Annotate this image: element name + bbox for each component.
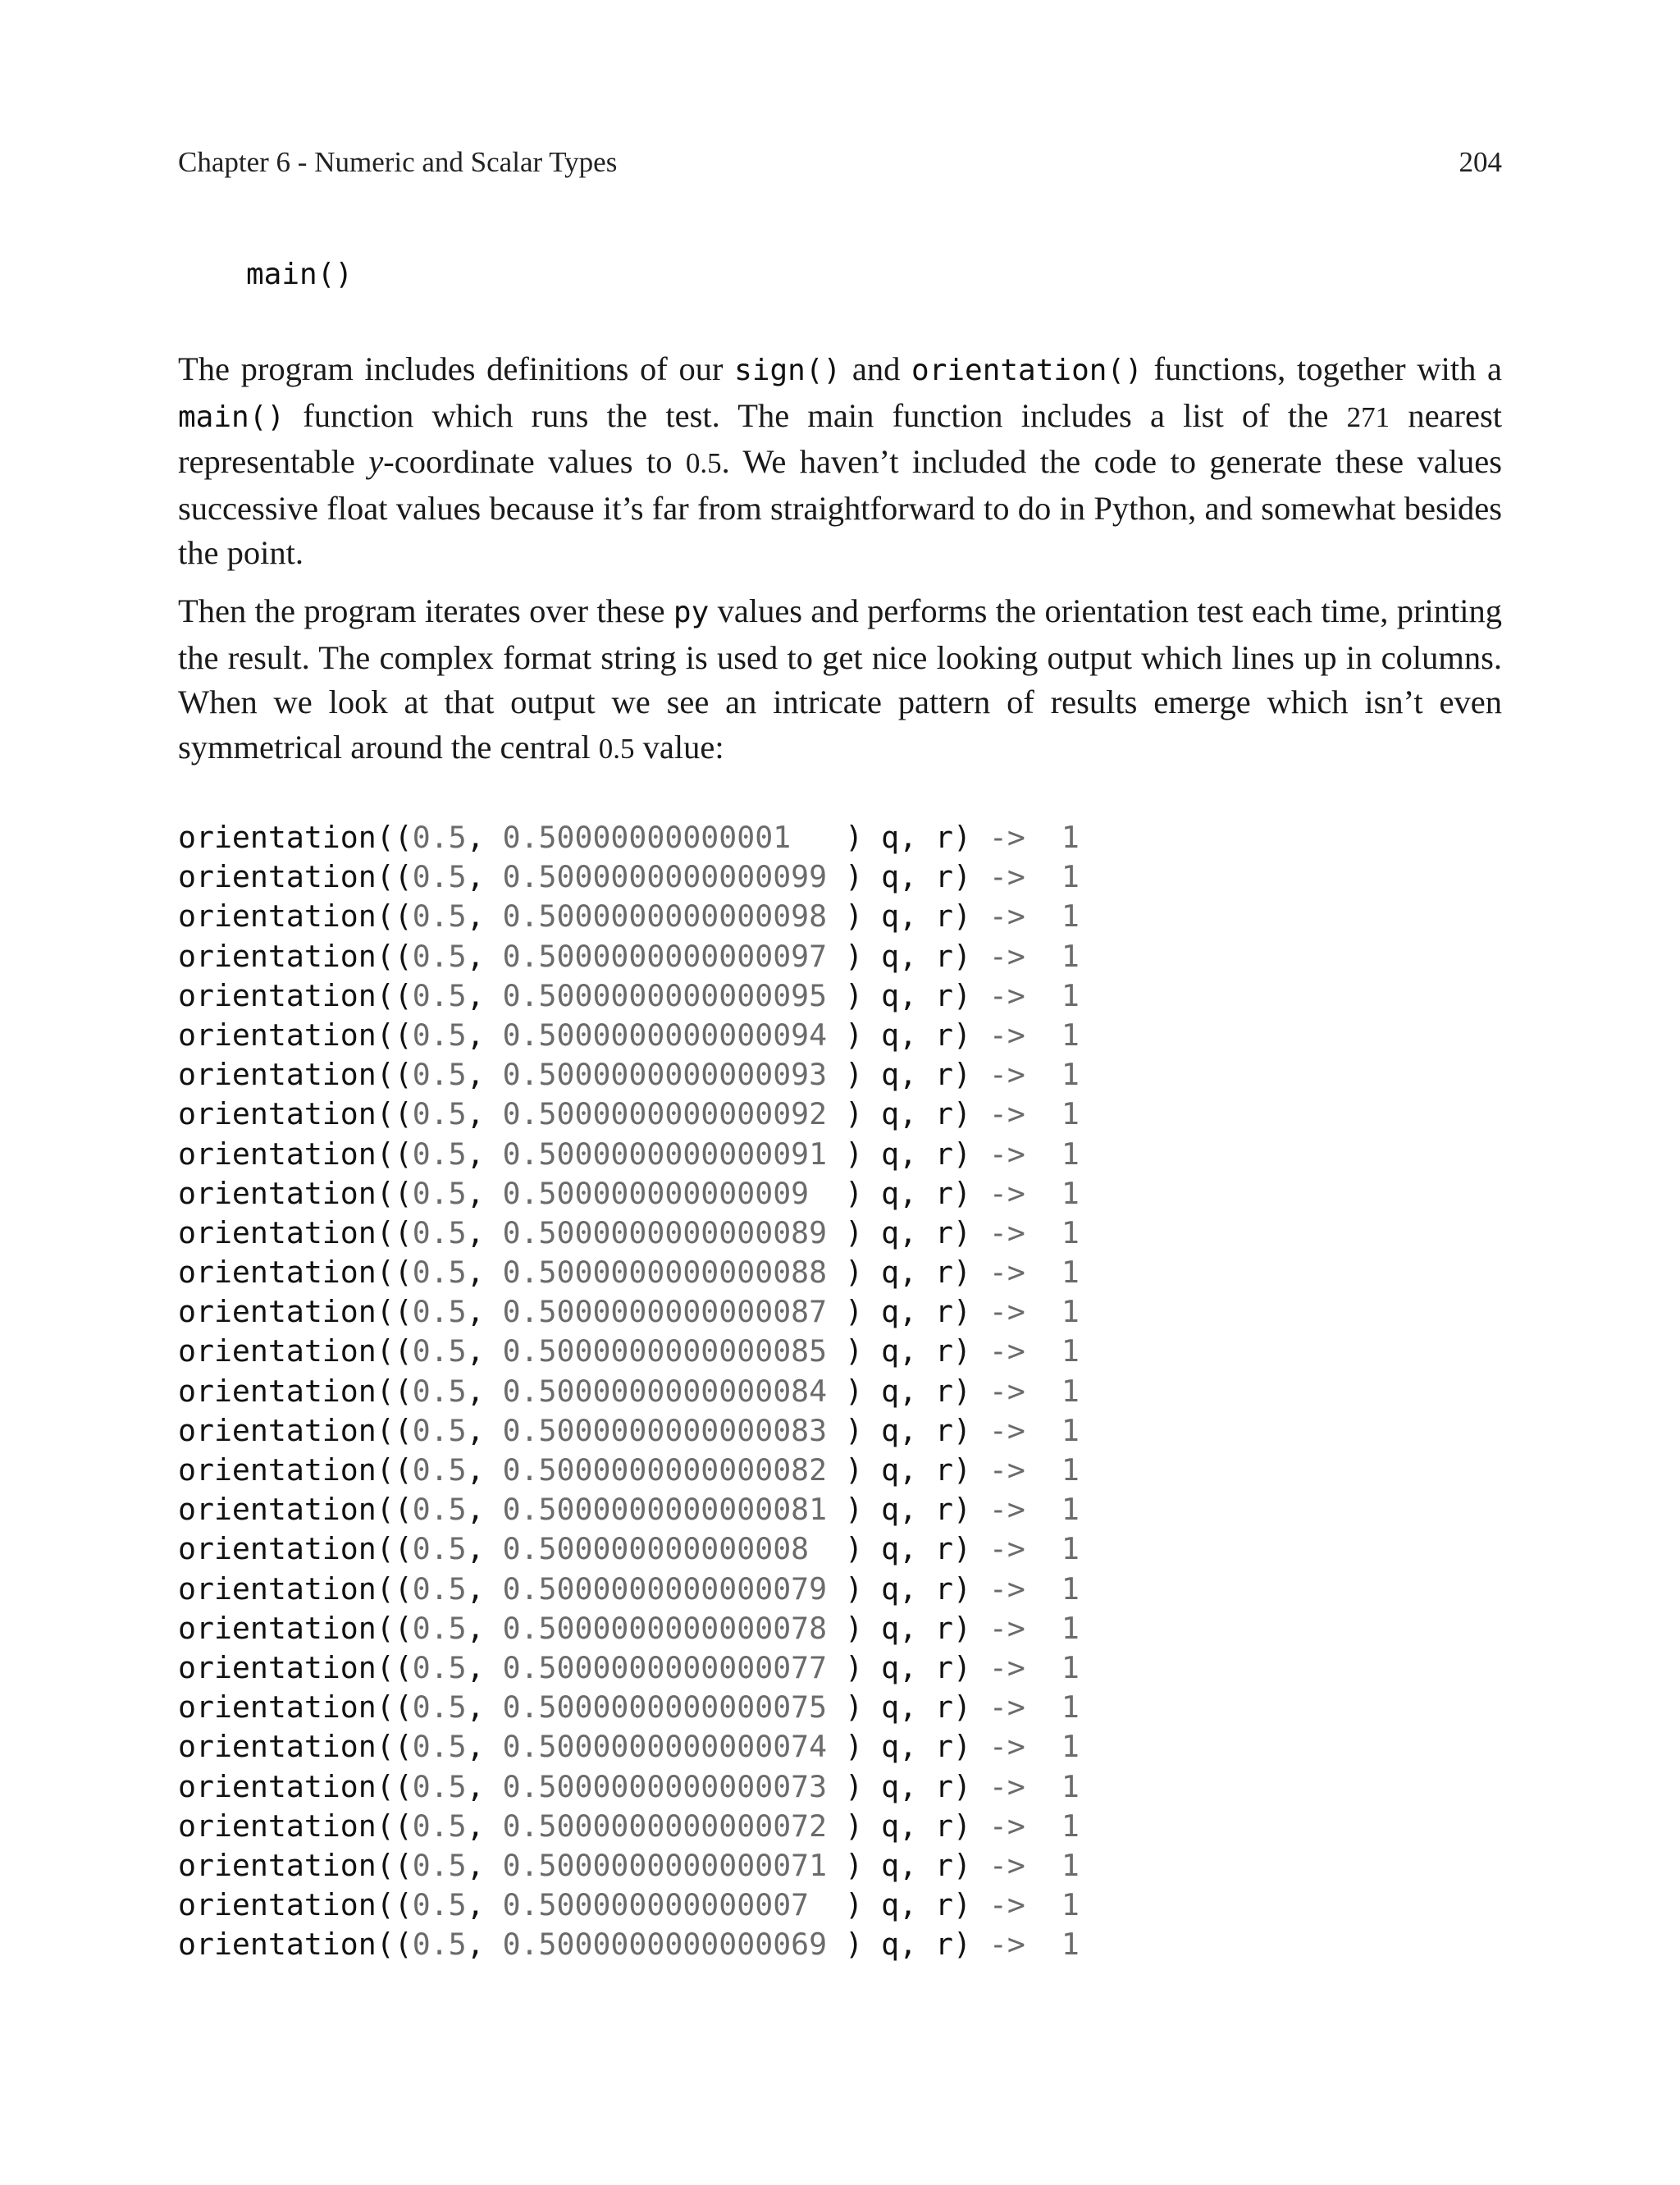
code-output-line xyxy=(178,1451,1080,1490)
text-run: The program includes definitions of our xyxy=(178,350,735,387)
code-output-line xyxy=(178,818,1080,857)
code-spacer xyxy=(1025,898,1061,934)
code-result-value: 1 xyxy=(1061,1610,1080,1646)
code-spacer xyxy=(1025,1650,1061,1685)
code-px-value: 0.5 xyxy=(412,1768,467,1804)
code-px-value: 0.5 xyxy=(412,859,467,895)
code-arrow: -> xyxy=(988,1649,1025,1685)
code-spacer xyxy=(1025,1848,1061,1883)
code-call-prefix: orientation(( xyxy=(178,1887,413,1923)
code-spacer xyxy=(1025,1215,1061,1250)
code-output-line xyxy=(178,1727,1080,1767)
code-comma: , xyxy=(466,977,503,1013)
code-arrow: -> xyxy=(988,1768,1025,1804)
code-call-prefix: orientation(( xyxy=(178,1768,413,1804)
code-py-value: 0.5000000000000094 xyxy=(502,1017,828,1053)
code-output-line xyxy=(178,1767,1080,1807)
inline-code-main: main() xyxy=(178,400,285,434)
code-arrow: -> xyxy=(988,1689,1025,1726)
inline-number-0-5: 0.5 xyxy=(598,732,635,765)
code-px-value: 0.5 xyxy=(412,1294,467,1330)
code-py-value: 0.5000000000000073 xyxy=(502,1768,828,1804)
code-py-value: 0.5000000000000083 xyxy=(502,1412,828,1448)
code-call-suffix: ) q, r) xyxy=(827,1610,989,1646)
code-px-value: 0.5 xyxy=(412,1057,467,1093)
code-arrow: -> xyxy=(988,898,1025,935)
code-call-prefix: orientation(( xyxy=(178,859,413,895)
code-spacer xyxy=(1025,1333,1061,1369)
page-number: 204 xyxy=(1459,146,1502,178)
code-py-value: 0.5000000000000095 xyxy=(502,977,828,1013)
code-call-prefix: orientation(( xyxy=(178,1255,413,1291)
code-spacer xyxy=(1025,1057,1061,1092)
code-py-value: 0.5000000000000081 xyxy=(502,1492,828,1528)
code-py-value: 0.5000000000000075 xyxy=(502,1689,828,1726)
code-result-value: 1 xyxy=(1061,1333,1080,1369)
code-px-value: 0.5 xyxy=(412,977,467,1013)
code-call-prefix: orientation(( xyxy=(178,898,413,935)
code-comma: , xyxy=(466,1096,503,1132)
code-arrow: -> xyxy=(988,1729,1025,1765)
code-call-suffix: ) q, r) xyxy=(827,1531,989,1567)
code-spacer xyxy=(1025,1294,1061,1329)
code-spacer xyxy=(1025,1176,1061,1211)
code-output-line xyxy=(178,1135,1080,1174)
code-call-suffix: ) q, r) xyxy=(827,1689,989,1726)
code-result-value: 1 xyxy=(1061,1887,1080,1923)
code-arrow: -> xyxy=(988,1057,1025,1093)
code-call-suffix: ) q, r) xyxy=(827,1927,989,1963)
code-spacer xyxy=(1025,1136,1061,1172)
code-output-line xyxy=(178,976,1080,1016)
code-call-suffix: ) q, r) xyxy=(827,1492,989,1528)
inline-code-orientation: orientation() xyxy=(911,354,1143,387)
code-call-suffix: ) q, r) xyxy=(827,820,989,855)
paragraph-program-description xyxy=(178,347,1502,576)
code-call-suffix: ) q, r) xyxy=(827,1570,989,1607)
code-output-line xyxy=(178,1846,1080,1886)
code-arrow: -> xyxy=(988,1214,1025,1250)
code-call-prefix: orientation(( xyxy=(178,1492,413,1528)
code-call-suffix: ) q, r) xyxy=(827,1373,989,1409)
code-call-suffix: ) q, r) xyxy=(827,898,989,935)
code-arrow: -> xyxy=(988,1136,1025,1172)
code-result-value: 1 xyxy=(1061,1808,1080,1844)
code-result-value: 1 xyxy=(1061,977,1080,1013)
code-comma: , xyxy=(466,898,503,935)
code-call-prefix: orientation(( xyxy=(178,1452,413,1488)
code-comma: , xyxy=(466,1610,503,1646)
code-output-line xyxy=(178,897,1080,936)
code-spacer xyxy=(1025,1887,1061,1922)
text-run: and xyxy=(841,350,912,387)
code-call-prefix: orientation(( xyxy=(178,1175,413,1211)
code-arrow: -> xyxy=(988,1610,1025,1646)
code-arrow: -> xyxy=(988,1847,1025,1883)
code-arrow: -> xyxy=(988,1175,1025,1211)
code-py-value: 0.5000000000000087 xyxy=(502,1294,828,1330)
code-result-value: 1 xyxy=(1061,1096,1080,1132)
code-comma: , xyxy=(466,820,503,855)
code-spacer xyxy=(1025,1808,1061,1844)
chapter-title: Chapter 6 - Numeric and Scalar Types xyxy=(178,146,618,178)
code-arrow: -> xyxy=(988,820,1025,855)
code-call-prefix: orientation(( xyxy=(178,1570,413,1607)
code-py-value: 0.500000000000007 xyxy=(502,1887,828,1923)
inline-number-271: 271 xyxy=(1346,400,1390,433)
italic-y: y xyxy=(368,443,384,480)
code-px-value: 0.5 xyxy=(412,1808,467,1844)
inline-code-py: py xyxy=(673,596,710,629)
code-call-prefix: orientation(( xyxy=(178,1373,413,1409)
code-px-value: 0.5 xyxy=(412,1729,467,1765)
text-run: values and performs the orientation test each time, printing the result. The complex format string is used to get nice looking output which lines up in columns. When we look at that output we see an intricate pattern of results emerge which isn’t even symmetrical around the central xyxy=(178,592,1502,766)
code-call-prefix: orientation(( xyxy=(178,1847,413,1883)
code-arrow: -> xyxy=(988,1373,1025,1409)
code-px-value: 0.5 xyxy=(412,1017,467,1053)
text-run: Then the program iterates over these xyxy=(178,592,673,629)
code-px-value: 0.5 xyxy=(412,1887,467,1923)
code-arrow: -> xyxy=(988,977,1025,1013)
code-output-line xyxy=(178,1886,1080,1925)
code-arrow: -> xyxy=(988,1017,1025,1053)
code-result-value: 1 xyxy=(1061,1057,1080,1093)
code-spacer xyxy=(1025,978,1061,1013)
code-py-value: 0.5000000000000079 xyxy=(502,1570,828,1607)
code-result-value: 1 xyxy=(1061,1649,1080,1685)
code-px-value: 0.5 xyxy=(412,1096,467,1132)
code-py-value: 0.5000000000000078 xyxy=(502,1610,828,1646)
code-call-prefix: orientation(( xyxy=(178,1214,413,1250)
code-output-line xyxy=(178,1570,1080,1609)
code-px-value: 0.5 xyxy=(412,1610,467,1646)
code-call-suffix: ) q, r) xyxy=(827,1175,989,1211)
code-call-suffix: ) q, r) xyxy=(827,1255,989,1291)
code-call-prefix: orientation(( xyxy=(178,1096,413,1132)
code-arrow: -> xyxy=(988,938,1025,974)
text-run: . We haven’t included the code to generate these values successive float values because it’s far from straightforward to do in Python, and somewhat besides the point. xyxy=(178,443,1503,571)
code-output-block xyxy=(178,818,1080,1964)
code-call-prefix: orientation(( xyxy=(178,1057,413,1093)
code-py-value: 0.500000000000009 xyxy=(502,1175,828,1211)
code-py-value: 0.5000000000000091 xyxy=(502,1136,828,1172)
code-call-suffix: ) q, r) xyxy=(827,1729,989,1765)
code-arrow: -> xyxy=(988,1412,1025,1448)
inline-number-0-5: 0.5 xyxy=(685,447,722,479)
code-result-value: 1 xyxy=(1061,1768,1080,1804)
code-call-suffix: ) q, r) xyxy=(827,859,989,895)
code-px-value: 0.5 xyxy=(412,1452,467,1488)
code-px-value: 0.5 xyxy=(412,1136,467,1172)
code-spacer xyxy=(1025,1413,1061,1448)
code-result-value: 1 xyxy=(1061,898,1080,935)
code-result-value: 1 xyxy=(1061,820,1080,855)
code-py-value: 0.5000000000000089 xyxy=(502,1214,828,1250)
code-call-suffix: ) q, r) xyxy=(827,1768,989,1804)
code-snippet-main-call: main() xyxy=(246,258,354,291)
code-result-value: 1 xyxy=(1061,1847,1080,1883)
code-result-value: 1 xyxy=(1061,1255,1080,1291)
text-run: nearest representable xyxy=(178,396,1502,480)
code-call-suffix: ) q, r) xyxy=(827,1452,989,1488)
code-arrow: -> xyxy=(988,1927,1025,1963)
code-py-value: 0.5000000000000099 xyxy=(502,859,828,895)
code-comma: , xyxy=(466,1887,503,1923)
code-comma: , xyxy=(466,1927,503,1963)
code-call-suffix: ) q, r) xyxy=(827,1847,989,1883)
code-arrow: -> xyxy=(988,1531,1025,1567)
inline-code-sign: sign() xyxy=(734,354,842,387)
code-output-line xyxy=(178,1214,1080,1253)
code-call-prefix: orientation(( xyxy=(178,1136,413,1172)
code-px-value: 0.5 xyxy=(412,1175,467,1211)
code-call-prefix: orientation(( xyxy=(178,1294,413,1330)
code-spacer xyxy=(1025,1096,1061,1131)
code-py-value: 0.500000000000008 xyxy=(502,1531,828,1567)
code-comma: , xyxy=(466,1689,503,1726)
code-result-value: 1 xyxy=(1061,1492,1080,1528)
code-spacer xyxy=(1025,1255,1061,1290)
code-output-line xyxy=(178,1174,1080,1214)
code-output-line xyxy=(178,1095,1080,1134)
code-comma: , xyxy=(466,1570,503,1607)
code-call-prefix: orientation(( xyxy=(178,1649,413,1685)
code-result-value: 1 xyxy=(1061,1729,1080,1765)
code-output-line xyxy=(178,1292,1080,1332)
code-comma: , xyxy=(466,1649,503,1685)
code-result-value: 1 xyxy=(1061,1452,1080,1488)
code-result-value: 1 xyxy=(1061,1136,1080,1172)
code-output-line xyxy=(178,1253,1080,1292)
code-spacer xyxy=(1025,1017,1061,1053)
code-call-prefix: orientation(( xyxy=(178,977,413,1013)
code-px-value: 0.5 xyxy=(412,1531,467,1567)
code-spacer xyxy=(1025,1571,1061,1607)
code-result-value: 1 xyxy=(1061,1373,1080,1409)
code-spacer xyxy=(1025,1452,1061,1488)
code-arrow: -> xyxy=(988,1570,1025,1607)
code-py-value: 0.5000000000000092 xyxy=(502,1096,828,1132)
code-spacer xyxy=(1025,1611,1061,1646)
text-run: -coordinate values to xyxy=(383,443,686,480)
code-call-prefix: orientation(( xyxy=(178,1729,413,1765)
code-call-prefix: orientation(( xyxy=(178,1808,413,1844)
code-comma: , xyxy=(466,1017,503,1053)
code-result-value: 1 xyxy=(1061,1175,1080,1211)
code-arrow: -> xyxy=(988,1294,1025,1330)
code-arrow: -> xyxy=(988,1096,1025,1132)
code-call-prefix: orientation(( xyxy=(178,938,413,974)
code-spacer xyxy=(1025,1689,1061,1725)
code-call-prefix: orientation(( xyxy=(178,1531,413,1567)
code-comma: , xyxy=(466,1412,503,1448)
code-comma: , xyxy=(466,1492,503,1528)
code-py-value: 0.5000000000000084 xyxy=(502,1373,828,1409)
code-call-suffix: ) q, r) xyxy=(827,1887,989,1923)
code-result-value: 1 xyxy=(1061,1017,1080,1053)
code-comma: , xyxy=(466,1136,503,1172)
code-px-value: 0.5 xyxy=(412,1847,467,1883)
code-py-value: 0.5000000000000071 xyxy=(502,1847,828,1883)
code-call-suffix: ) q, r) xyxy=(827,1412,989,1448)
code-result-value: 1 xyxy=(1061,1689,1080,1726)
code-py-value: 0.5000000000000085 xyxy=(502,1333,828,1369)
code-result-value: 1 xyxy=(1061,1412,1080,1448)
code-call-suffix: ) q, r) xyxy=(827,1294,989,1330)
code-px-value: 0.5 xyxy=(412,1373,467,1409)
code-output-line xyxy=(178,1688,1080,1727)
code-comma: , xyxy=(466,1294,503,1330)
code-px-value: 0.5 xyxy=(412,1255,467,1291)
code-spacer xyxy=(1025,820,1061,855)
code-comma: , xyxy=(466,1729,503,1765)
code-call-prefix: orientation(( xyxy=(178,1689,413,1726)
code-call-suffix: ) q, r) xyxy=(827,1808,989,1844)
code-px-value: 0.5 xyxy=(412,1570,467,1607)
code-output-line xyxy=(178,1055,1080,1095)
code-output-line xyxy=(178,1529,1080,1569)
code-result-value: 1 xyxy=(1061,938,1080,974)
code-comma: , xyxy=(466,1531,503,1567)
paragraph-output-description xyxy=(178,589,1502,771)
code-call-suffix: ) q, r) xyxy=(827,1136,989,1172)
code-output-line xyxy=(178,1016,1080,1055)
code-call-suffix: ) q, r) xyxy=(827,1214,989,1250)
code-comma: , xyxy=(466,1057,503,1093)
code-px-value: 0.5 xyxy=(412,1492,467,1528)
text-run: functions, together with a xyxy=(1142,350,1502,387)
code-call-prefix: orientation(( xyxy=(178,820,413,855)
code-call-prefix: orientation(( xyxy=(178,1333,413,1369)
code-px-value: 0.5 xyxy=(412,938,467,974)
code-px-value: 0.5 xyxy=(412,1333,467,1369)
code-comma: , xyxy=(466,1768,503,1804)
code-py-value: 0.5000000000000072 xyxy=(502,1808,828,1844)
code-spacer xyxy=(1025,1729,1061,1764)
code-call-prefix: orientation(( xyxy=(178,1610,413,1646)
code-px-value: 0.5 xyxy=(412,820,467,855)
code-call-suffix: ) q, r) xyxy=(827,938,989,974)
code-output-line xyxy=(178,1925,1080,1964)
code-output-line xyxy=(178,1411,1080,1451)
code-output-line xyxy=(178,1807,1080,1846)
code-comma: , xyxy=(466,1808,503,1844)
code-output-line xyxy=(178,1332,1080,1371)
code-comma: , xyxy=(466,1452,503,1488)
code-output-line xyxy=(178,1648,1080,1688)
code-result-value: 1 xyxy=(1061,1531,1080,1567)
code-call-suffix: ) q, r) xyxy=(827,1649,989,1685)
code-output-line xyxy=(178,857,1080,897)
code-result-value: 1 xyxy=(1061,859,1080,895)
code-comma: , xyxy=(466,1255,503,1291)
code-spacer xyxy=(1025,1927,1061,1962)
code-call-prefix: orientation(( xyxy=(178,1017,413,1053)
code-output-line xyxy=(178,1609,1080,1648)
code-px-value: 0.5 xyxy=(412,1412,467,1448)
code-px-value: 0.5 xyxy=(412,1689,467,1726)
page-header xyxy=(178,146,1502,185)
code-arrow: -> xyxy=(988,859,1025,895)
code-result-value: 1 xyxy=(1061,1570,1080,1607)
code-comma: , xyxy=(466,1175,503,1211)
code-call-prefix: orientation(( xyxy=(178,1412,413,1448)
code-call-suffix: ) q, r) xyxy=(827,977,989,1013)
code-spacer xyxy=(1025,1492,1061,1527)
code-spacer xyxy=(1025,939,1061,974)
code-spacer xyxy=(1025,859,1061,894)
code-result-value: 1 xyxy=(1061,1214,1080,1250)
code-py-value: 0.5000000000000093 xyxy=(502,1057,828,1093)
code-arrow: -> xyxy=(988,1452,1025,1488)
code-call-suffix: ) q, r) xyxy=(827,1096,989,1132)
code-comma: , xyxy=(466,938,503,974)
code-comma: , xyxy=(466,1373,503,1409)
code-output-line xyxy=(178,1372,1080,1411)
code-call-prefix: orientation(( xyxy=(178,1927,413,1963)
code-px-value: 0.5 xyxy=(412,1649,467,1685)
code-py-value: 0.5000000000000074 xyxy=(502,1729,828,1765)
code-spacer xyxy=(1025,1374,1061,1409)
code-comma: , xyxy=(466,859,503,895)
code-arrow: -> xyxy=(988,1492,1025,1528)
code-output-line xyxy=(178,1490,1080,1529)
code-py-value: 0.5000000000000098 xyxy=(502,898,828,935)
code-arrow: -> xyxy=(988,1333,1025,1369)
code-spacer xyxy=(1025,1769,1061,1804)
code-arrow: -> xyxy=(988,1808,1025,1844)
code-arrow: -> xyxy=(988,1255,1025,1291)
code-result-value: 1 xyxy=(1061,1294,1080,1330)
code-call-suffix: ) q, r) xyxy=(827,1017,989,1053)
code-comma: , xyxy=(466,1214,503,1250)
code-comma: , xyxy=(466,1847,503,1883)
code-spacer xyxy=(1025,1531,1061,1566)
code-px-value: 0.5 xyxy=(412,1927,467,1963)
text-run: function which runs the test. The main function includes a list of the xyxy=(285,396,1347,434)
code-comma: , xyxy=(466,1333,503,1369)
code-result-value: 1 xyxy=(1061,1927,1080,1963)
code-call-suffix: ) q, r) xyxy=(827,1057,989,1093)
code-arrow: -> xyxy=(988,1887,1025,1923)
code-py-value: 0.5000000000000088 xyxy=(502,1255,828,1291)
code-py-value: 0.5000000000000097 xyxy=(502,938,828,974)
text-run: value: xyxy=(634,728,724,766)
code-py-value: 0.5000000000000077 xyxy=(502,1649,828,1685)
code-py-value: 0.5000000000000082 xyxy=(502,1452,828,1488)
code-output-line xyxy=(178,937,1080,976)
code-px-value: 0.5 xyxy=(412,1214,467,1250)
code-py-value: 0.5000000000000069 xyxy=(502,1927,828,1963)
code-call-suffix: ) q, r) xyxy=(827,1333,989,1369)
code-px-value: 0.5 xyxy=(412,898,467,935)
code-py-value: 0.50000000000001 xyxy=(502,820,828,855)
